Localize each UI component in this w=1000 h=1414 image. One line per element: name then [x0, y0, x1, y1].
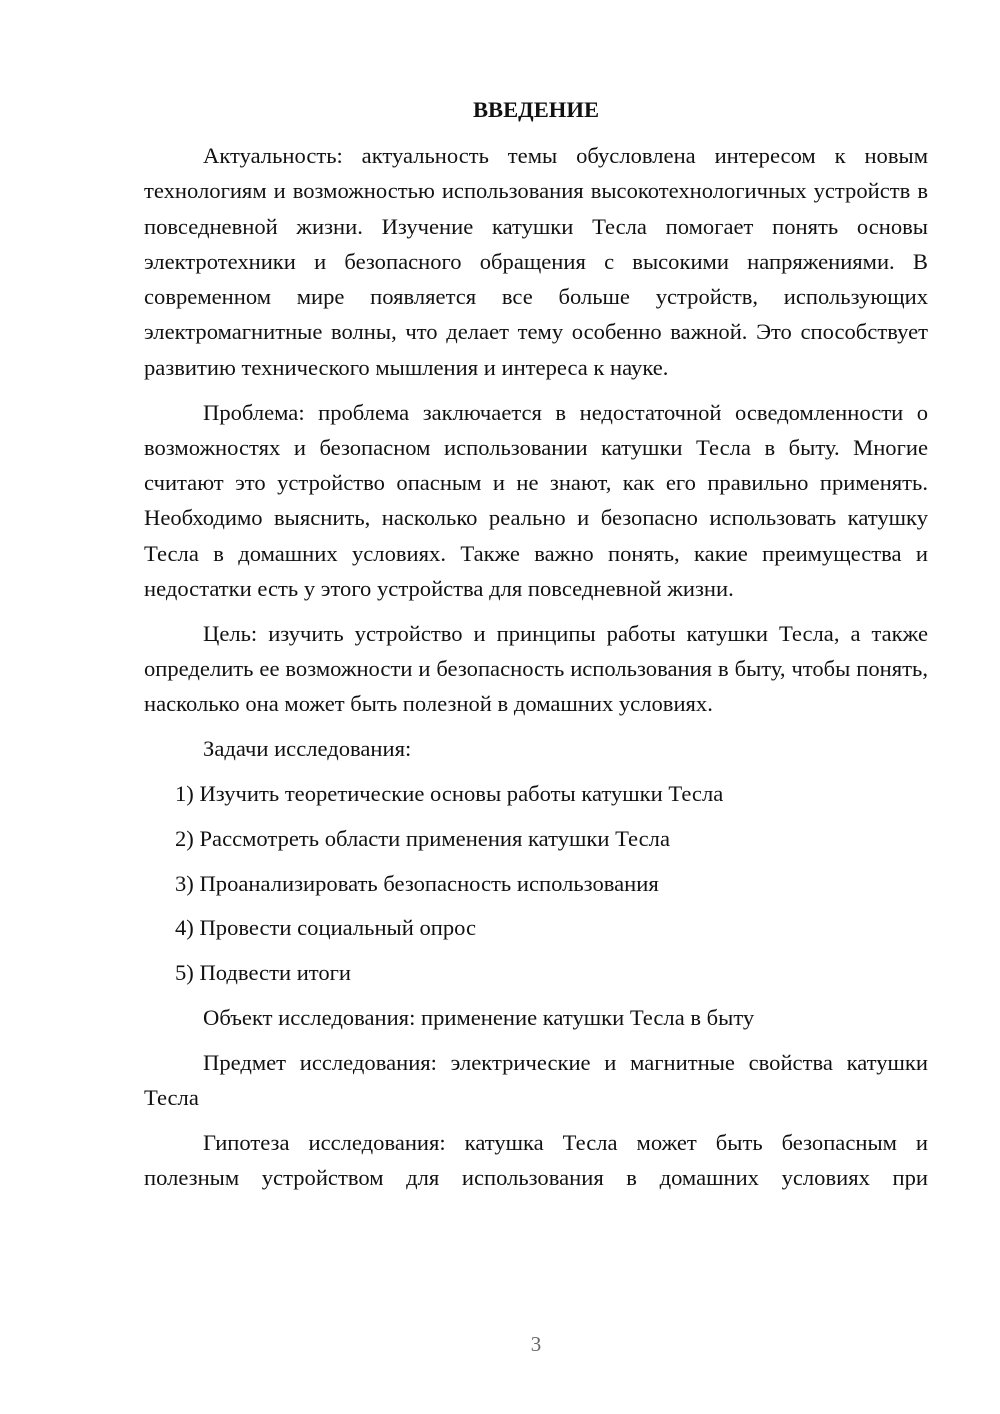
- goal-paragraph: Цель: изучить устройство и принципы работы катушки Тесла, а также определить ее возможности и безопасность использования в быту, чтобы понять, насколько она может быть полезной в домашних условиях.: [144, 620, 928, 717]
- task-item-4: 4) Провести социальный опрос: [175, 915, 477, 941]
- task-item-1: 1) Изучить теоретические основы работы катушки Тесла: [175, 781, 724, 807]
- relevance-paragraph: Актуальность: актуальность темы обусловлена интересом к новым технологиям и возможностью использования высокотехнологичных устройств в повседневной жизни. Изучение катушки Тесла помогает понять основы электротехники и безопасного обращения с высокими напряжениями. В современном мире появляется все больше устройств, использующих электромагнитные волны, что делает тему особенно важной. Это способствует развитию технического мышления и интереса к науке.: [144, 143, 928, 380]
- document-page: [144, 92, 928, 1205]
- hypothesis-paragraph: Гипотеза исследования: катушка Тесла может быть безопасным и полезным устройством для использования в домашних условиях при: [144, 1129, 928, 1191]
- task-item-5: 5) Подвести итоги: [175, 960, 352, 986]
- subject-paragraph: Предмет исследования: электрические и магнитные свойства катушки Тесла: [144, 1049, 928, 1111]
- page-number: 3: [530, 1332, 542, 1356]
- section-title: ВВЕДЕНИЕ: [472, 97, 600, 122]
- problem-paragraph: Проблема: проблема заключается в недостаточной осведомленности о возможностях и безопасном использовании катушки Тесла в быту. Многие считают это устройство опасным и не знают, как его правильно применять. Необходимо выяснить, насколько реально и безопасно использовать катушку Тесла в домашних условиях. Также важно понять, какие преимущества и недостатки есть у этого устройства для повседневной жизни.: [144, 399, 928, 602]
- tasks-heading: Задачи исследования:: [203, 736, 412, 762]
- task-item-3: 3) Проанализировать безопасность использования: [175, 870, 659, 896]
- object-paragraph: Объект исследования: применение катушки Тесла в быту: [203, 1005, 755, 1031]
- task-item-2: 2) Рассмотреть области применения катушки Тесла: [175, 825, 670, 851]
